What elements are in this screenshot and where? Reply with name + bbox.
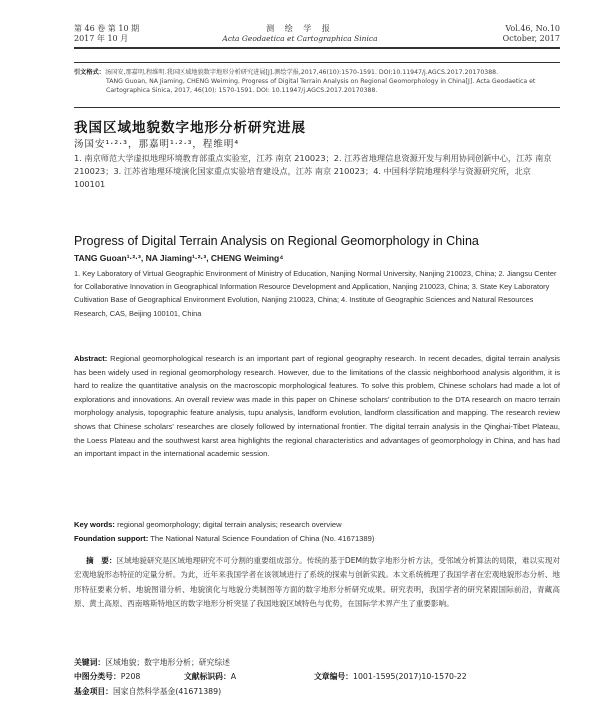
citation-en: TANG Guoan, NA Jiaming, CHENG Weiming. Progress of Digital Terrain Analysis on Regional Geomorphology in China[J]. Acta Geodaetica et Cartographica Sinica, 2017, 46(10): 1570-1591. DOI: 10.11947/j.AGCS.2017.20170388. xyxy=(106,78,536,95)
abstract-cn-text: 区域地貌研究是区域地理研究不可分割的重要组成部分。传统的基于DEM的数字地形分析方法，受邻域分析算法的局限，难以实现对宏观地貌形态特征的定量分析。为此，近年来我国学者在该领域进行了系统的探索与创新实践。本文系统梳理了我国学者在宏观地貌形态分析、地形特征要素分析、地貌图谱分析、地貌演化与地貌分类制图等方面的数字地形分析研究成果。研究表明，我国学者的研究紧跟国际前沿，青藏高原、黄土高原、西南喀斯特地区的数字地形分析突显了我国地貌区域特色与优势，在国际学术界产生了重要影响。 xyxy=(74,556,560,609)
date-en: October, 2017 xyxy=(502,34,560,43)
authors-en: TANG Guoan¹·²·³, NA Jiaming¹·²·³, CHENG Weiming⁴ xyxy=(74,253,284,263)
article-number-value: 1001-1595(2017)10-1570-22 xyxy=(352,672,467,681)
keywords-cn xyxy=(74,657,560,668)
keywords-en-label: Key words: xyxy=(74,520,115,529)
foundation-en-label: Foundation support: xyxy=(74,534,149,543)
foundation-en xyxy=(74,534,560,543)
authors-cn: 汤国安¹·²·³，那嘉明¹·²·³，程维明⁴ xyxy=(74,139,240,150)
foundation-en-text: The National Natural Science Foundation of China (No. 41671389) xyxy=(150,534,375,543)
abstract-cn xyxy=(74,554,560,612)
classification-row xyxy=(74,671,560,682)
abstract-en-label: Abstract: xyxy=(74,354,108,363)
keywords-cn-label: 关键词： xyxy=(74,658,106,667)
doc-code-label: 文献标识码： xyxy=(184,672,231,681)
citation-top-rule xyxy=(74,62,560,63)
header-volume-en xyxy=(503,24,560,44)
keywords-en xyxy=(74,520,560,529)
title-en: Progress of Digital Terrain Analysis on Regional Geomorphology in China xyxy=(74,234,479,248)
affiliation-cn: 1. 南京师范大学虚拟地理环境教育部重点实验室，江苏 南京 210023；2. 江苏省地理信息资源开发与利用协同创新中心，江苏 南京 210023；3. 江苏省地理环境演化国家重点实验培育建设点，江苏 南京 210023；4. 中国科学院地理科学与资源研究所，北京 100101 xyxy=(74,153,552,189)
doc-code-field xyxy=(184,671,236,682)
clc-label: 中图分类号： xyxy=(74,672,121,681)
clc-value: P208 xyxy=(120,672,141,681)
clc-field xyxy=(74,672,140,681)
abstract-cn-label: 摘 要： xyxy=(86,556,117,565)
header-journal xyxy=(200,24,400,44)
article-number-field xyxy=(314,671,467,682)
volume-en: Vol.46, No.10 xyxy=(505,24,560,33)
journal-name-en: Acta Geodaetica et Cartographica Sinica xyxy=(222,34,378,43)
citation-label: 引文格式： xyxy=(74,69,105,76)
header-volume-cn xyxy=(74,24,139,44)
journal-name-cn: 测 绘 学 报 xyxy=(266,24,334,33)
abstract-en-text: Regional geomorphological research is an important part of regional geography research. In recent decades, digital terrain analysis has been widely used in regional geomorphology research. However, due to the limitations of the classic neighborhood analysis algorithm, it is hard to realize the quantitative analysis on the macroscopic morphological features. To solve this problem, Chinese scholars had made a lot of explorations and innovations. An overall review was made in this paper on Chinese scholars' contribution to the DTA research on macro terrain morphology analysis, topographic feature analysis, tupu analysis, landform evolution, landform classification and mapping. The research review shows that Chinese scholars' researches are closely followed by international frontier. The digital terrain analysis in the Qinghai-Tibet Plateau, the Loess Plateau and the southwest karst area highlights the regional characteristics and advantages of geomorphology in China, and has had an important impact in the international academic session. xyxy=(74,354,560,459)
fund-cn-text: 国家自然科学基金(41671389) xyxy=(112,687,222,696)
citation-bottom-rule xyxy=(74,107,560,108)
abstract-en xyxy=(74,352,560,461)
article-number-label: 文章编号： xyxy=(314,672,353,681)
affiliation-en: 1. Key Laboratory of Virtual Geographic Environment of Ministry of Education, Nanjing Normal University, Nanjing 210023, China; 2. Jiangsu Center for Collaborative Innovation in Geographical Information Resource Development and Application, Nanjing 210023, China; 3. State Key Laboratory Cultivation Base of Geographical Environment Evolution, Nanjing 210023, China; 4. Institute of Geographic Sciences and Natural Resources Research, CAS, Beijing 100101, China xyxy=(74,269,557,318)
volume-cn: 第 46 卷 第 10 期 xyxy=(74,24,140,33)
doc-code-value: A xyxy=(230,672,237,681)
date-cn: 2017 年 10 月 xyxy=(74,34,129,43)
fund-cn xyxy=(74,686,560,697)
citation-cn: 汤国安,那嘉明,程维明.我国区域地貌数字地形分析研究进展[J].测绘学报,2017,46(10):1570-1591. DOI:10.11947/j.AGCS.2017.20170388. xyxy=(104,69,499,76)
fund-cn-label: 基金项目： xyxy=(74,687,113,696)
header-rule xyxy=(74,47,560,49)
citation-block xyxy=(74,68,560,96)
keywords-en-text: regional geomorphology; digital terrain analysis; research overview xyxy=(117,520,342,529)
keywords-cn-text: 区域地貌；数字地形分析；研究综述 xyxy=(105,658,230,667)
title-cn: 我国区域地貌数字地形分析研究进展 xyxy=(74,120,306,136)
